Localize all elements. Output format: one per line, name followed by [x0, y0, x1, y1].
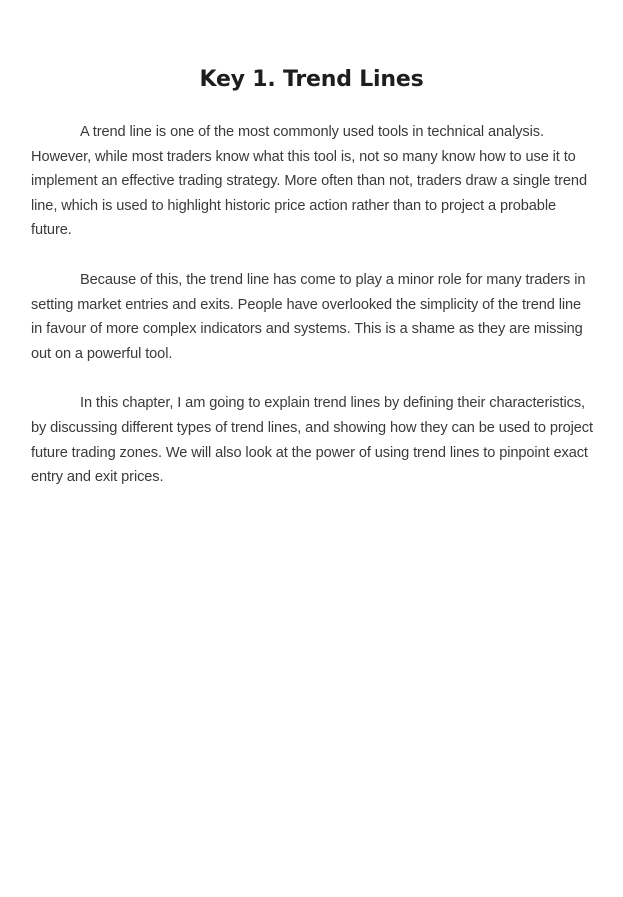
chapter-title: Key 1. Trend Lines: [199, 67, 424, 92]
paragraph-minor-role: Because of this, the trend line has come to play a minor role for many traders in setting market entries and exits. People have overlooked the simplicity of the trend line in favour of more complex indicators and systems. This is a shame as they are missing out on a powerful tool.: [31, 271, 586, 362]
paragraph-chapter-overview: In this chapter, I am going to explain trend lines by defining their characteristics, by discussing different types of trend lines, and showing how they can be used to project future trading zones. We will also look at the power of using trend lines to pinpoint exact entry and exit prices.: [31, 395, 593, 486]
paragraph-intro: A trend line is one of the most commonly used tools in technical analysis. However, while most traders know what this tool is, not so many know how to use it to implement an effective trading strategy. More often than not, traders draw a single trend line, which is used to highlight historic price action rather than to project a probable future.: [31, 124, 587, 239]
chapter-body: [31, 120, 596, 515]
